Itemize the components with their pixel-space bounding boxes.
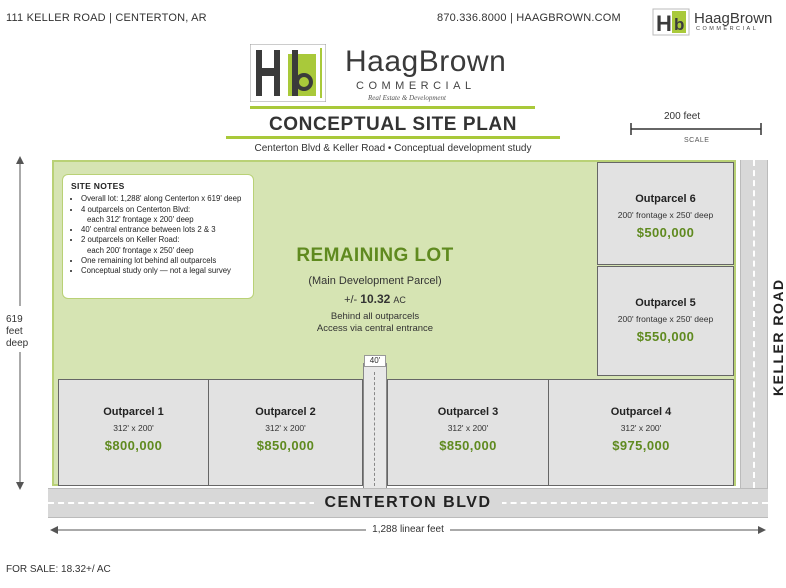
outparcel-name: Outparcel 4: [610, 406, 672, 418]
site-note: • Conceptual study only — not a legal survey: [81, 266, 245, 276]
site-note-sub: each 312' frontage x 200' deep: [87, 214, 194, 224]
outparcel-dims: 312' x 200': [113, 423, 154, 433]
outparcel-2[interactable]: [208, 379, 363, 486]
outparcel-name: Outparcel 6: [635, 193, 696, 205]
entrance-width-label: 40': [364, 355, 386, 367]
outparcel-price: $800,000: [104, 438, 163, 453]
outparcel-name: Outparcel 1: [103, 406, 164, 418]
keller-road-centerline: [753, 160, 755, 488]
site-note: • 2 outparcels on Keller Road:: [81, 235, 245, 245]
remaining-lot-subtitle: (Main Development Parcel): [308, 275, 442, 287]
acreage-prefix: +/-: [344, 294, 358, 306]
scale-label: 200 feet: [664, 111, 701, 122]
site-note-sub: each 200' frontage x 250' deep: [87, 245, 194, 255]
outparcel-dims: 312' x 200': [620, 423, 662, 433]
header-logo: [650, 6, 776, 38]
outparcel-price: $975,000: [612, 438, 670, 453]
outparcel-price: $500,000: [636, 225, 695, 240]
contact-info: 870.336.8000 | HAAGBROWN.COM: [437, 12, 621, 24]
brand-division: COMMERCIAL: [356, 80, 476, 92]
plan-subtitle: Centerton Blvd & Keller Road • Conceptual development study: [254, 143, 532, 154]
site-notes-list: [71, 194, 245, 276]
remaining-lot-title: REMAINING LOT: [296, 245, 454, 266]
site-note: • One remaining lot behind all outparcels: [81, 256, 245, 266]
site-note: • 40' central entrance between lots 2 & 3: [81, 225, 245, 235]
centerton-blvd-label: [48, 494, 768, 512]
property-address: 111 KELLER ROAD | CENTERTON, AR: [6, 12, 207, 24]
width-value: 1,288 linear feet: [366, 524, 450, 535]
outparcel-name: Outparcel 5: [635, 297, 696, 309]
remaining-lot-acreage: [250, 292, 500, 306]
acreage-value: 10.32: [360, 292, 391, 306]
brand-logo-mark: [250, 44, 326, 102]
entrance-centerline: [374, 372, 375, 486]
depth-word-feet: feet: [6, 326, 23, 337]
outparcel-3[interactable]: [387, 379, 549, 486]
header-logo-division: COMMERCIAL: [696, 26, 759, 32]
outparcel-price: $850,000: [256, 438, 315, 453]
outparcel-name: Outparcel 2: [255, 406, 316, 418]
for-sale-label: FOR SALE: 18.32+/ AC: [6, 564, 111, 575]
site-notes-box: [62, 174, 254, 299]
keller-road-label: KELLER ROAD: [770, 278, 786, 396]
depth-label: [6, 314, 28, 350]
remaining-lot-line2: Access via central entrance: [316, 323, 434, 334]
outparcel-dims: 200' frontage x 250' deep: [617, 314, 714, 324]
site-notes-title: SITE NOTES: [71, 181, 125, 191]
depth-number: 619: [6, 314, 23, 325]
brand-tagline: Real Estate & Development: [368, 94, 446, 102]
outparcel-4[interactable]: [548, 379, 734, 486]
outparcel-5[interactable]: [597, 266, 734, 376]
outparcel-dims: 312' x 200': [265, 423, 306, 433]
width-label: [48, 524, 768, 535]
acreage-unit: AC: [393, 295, 406, 305]
outparcel-1[interactable]: [58, 379, 209, 486]
central-entrance-drive: [363, 363, 387, 488]
depth-word-deep: deep: [6, 338, 29, 349]
outparcel-dims: 200' frontage x 250' deep: [617, 210, 714, 220]
outparcel-price: $550,000: [636, 329, 695, 344]
brand-underline: [250, 106, 535, 109]
outparcel-name: Outparcel 3: [437, 406, 499, 418]
outparcel-dims: 312' x 200': [447, 423, 489, 433]
brand-name: HaagBrown: [345, 45, 507, 78]
title-underline: [226, 136, 560, 139]
scale-bar: [628, 122, 764, 136]
plan-title: CONCEPTUAL SITE PLAN: [268, 114, 518, 135]
svg-text:b: b: [674, 15, 685, 34]
outparcel-price: $850,000: [439, 438, 497, 453]
site-note: • 4 outparcels on Centerton Blvd:: [81, 205, 245, 215]
svg-text:H: H: [656, 11, 672, 36]
scale-caption: SCALE: [684, 137, 710, 144]
outparcel-6[interactable]: [597, 162, 734, 265]
site-note: • Overall lot: 1,288' along Centerton x 619' deep: [81, 194, 245, 204]
remaining-lot-line1: Behind all outparcels: [330, 311, 420, 322]
hb-logo-icon: [250, 44, 326, 102]
header-logo-name: HaagBrown: [694, 10, 773, 27]
centerton-blvd-name: CENTERTON BLVD: [314, 494, 501, 511]
